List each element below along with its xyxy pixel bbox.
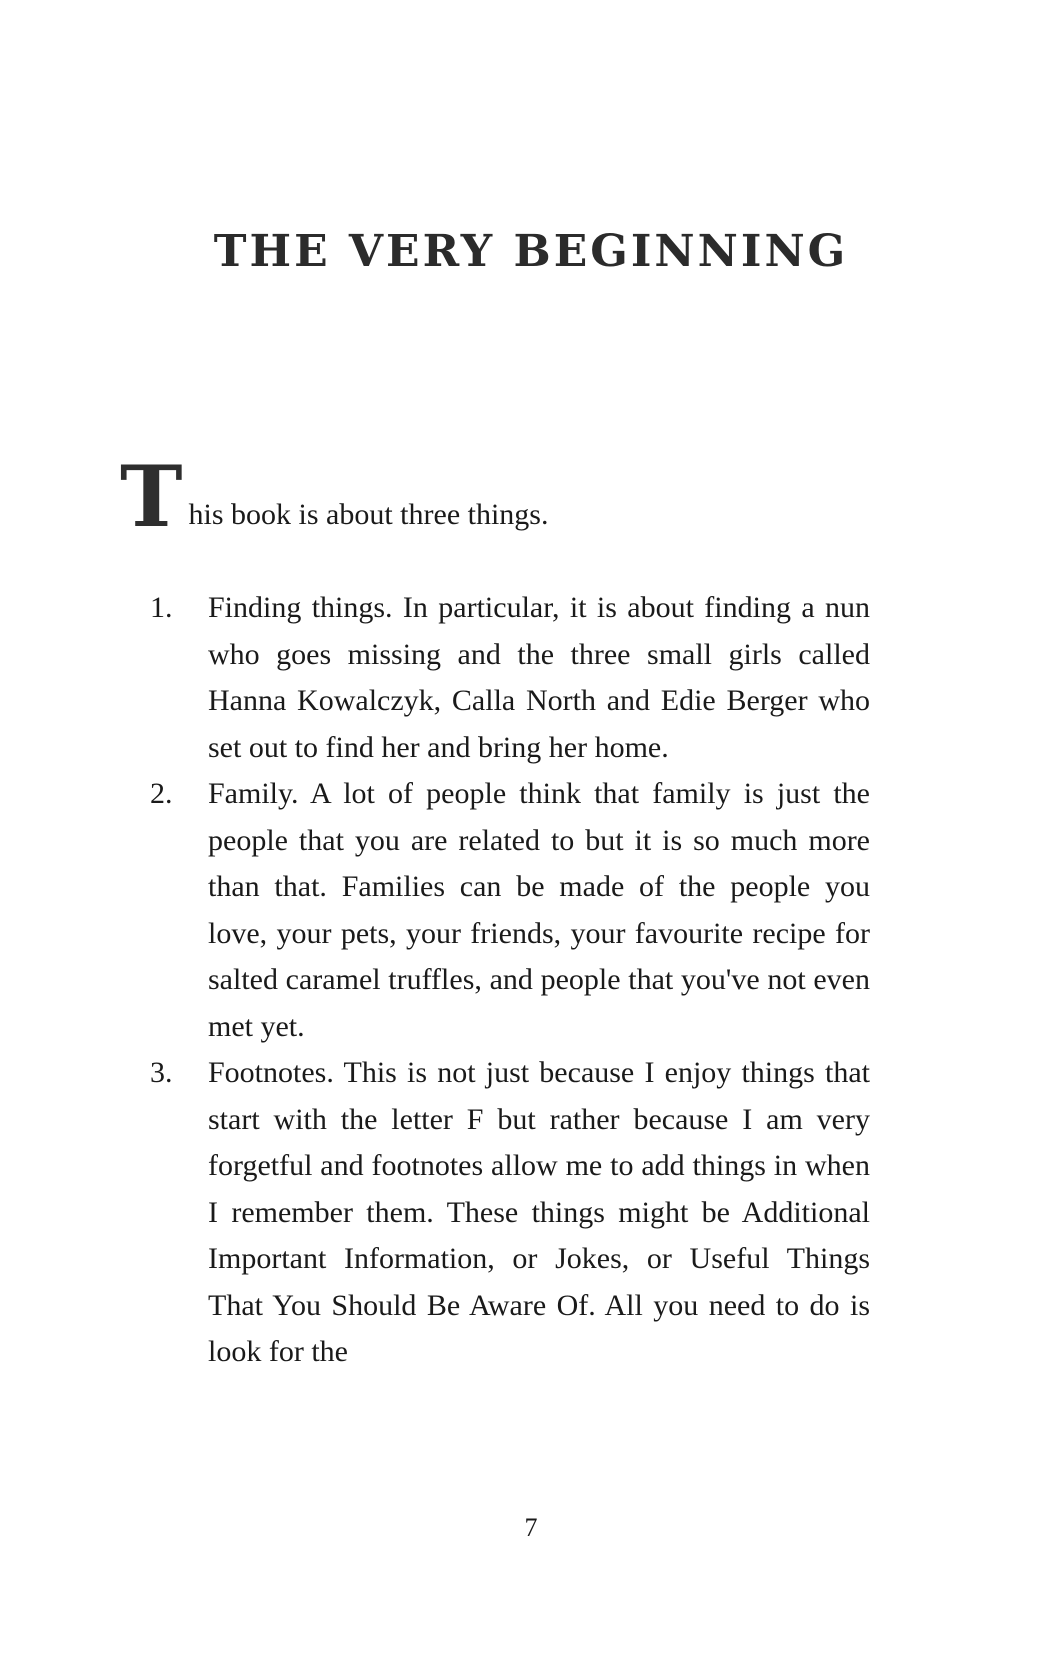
chapter-title: THE VERY BEGINNING xyxy=(213,226,849,277)
opening-sentence xyxy=(120,447,549,546)
page-number: 7 xyxy=(524,1513,538,1542)
list-item-number: 1. xyxy=(150,591,173,624)
list-item-text: Finding things. In particular, it is about finding a nun who goes missing and the three small girls called Hanna Kowalczyk, Calla North and Edie Berger who set out to find her and bring her home. xyxy=(208,591,870,764)
drop-cap: T xyxy=(120,447,183,546)
list-item xyxy=(150,1050,870,1376)
list-item-number: 3. xyxy=(150,1056,173,1089)
list-item xyxy=(150,585,870,771)
list-item-text: Footnotes. This is not just because I enjoy things that start with the letter F but rather because I am very forgetful and footnotes allow me to add things in when I remember them. These things might be Additional Important Information, or Jokes, or Useful Things That You Should Be Aware Of. All you need to do is look for the xyxy=(208,1056,870,1368)
list-item xyxy=(150,771,870,1050)
list-item-text: Family. A lot of people think that family is just the people that you are related to but it is so much more than that. Families can be made of the people you love, your pets, your friends, your favourite recipe for salted caramel truffles, and people that you've not even met yet. xyxy=(208,777,870,1043)
list-item-number: 2. xyxy=(150,777,173,810)
numbered-list xyxy=(150,585,870,1376)
opening-text: his book is about three things. xyxy=(188,498,549,531)
